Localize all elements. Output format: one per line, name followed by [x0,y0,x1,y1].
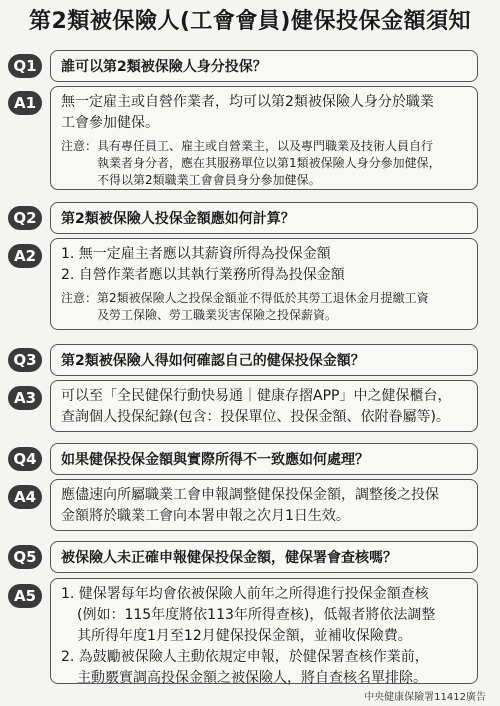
question-text: 如果健保投保金額與實際所得不一致應如何處理？ [61,452,369,468]
answer-line: 主動覈實調高投保金額之被保險人，將自查核名單排除。 [77,670,427,686]
question-badge-q2: Q2 [8,206,42,230]
note-line: 及勞工保險、勞工職業災害保險之投保薪資。 [97,308,338,322]
page-title: 第2類被保險人(工會會員)健保投保金額須知 [29,9,471,34]
answer-badge-a1: A1 [8,91,42,115]
question-badge-q1: Q1 [8,54,42,78]
answer-badge-a4: A4 [8,485,42,509]
answer-line: 1. 健保署每年均會依被保險人前年之所得進行投保金額查核 [61,586,429,602]
answer-text [61,92,467,134]
question-text: 第2類被保險人投保金額應如何計算？ [61,211,295,227]
answer-line: 金額將於職業工會向本署申報之次月1日生效。 [61,508,350,524]
question-box-q2 [50,202,478,234]
answer-line: 應儘速向所屬職業工會申報調整健保投保金額，調整後之投保 [61,487,439,503]
answer-badge-a2: A2 [8,244,42,268]
answer-line: 工會參加健保。 [61,115,159,131]
answer-text [61,386,467,428]
answer-badge-a3: A3 [8,386,42,410]
answer-badge-a5: A5 [8,584,42,608]
note-line: 第2類被保險人之投保金額並不得低於其勞工退休金月提繳工資 [97,291,429,305]
footer-credit: 中央健康保險署11412廣告 [364,692,486,703]
answer-line: 1. 無一定雇主者應以其薪資所得為投保金額 [61,246,331,262]
answer-line: (例如：115年度將依113年所得查核)，低報者將依法調整 [77,607,436,623]
answer-text [61,244,467,286]
note-line: 執業者身分者，應在其服務單位以第1類被保險人身分參加健保， [97,156,441,170]
answer-line: 2. 為鼓勵被保險人主動依規定申報，於健保署查核作業前， [61,649,429,665]
answer-box-a2 [50,238,478,330]
note-line: 不得以第2類職業工會會員身分參加健保。 [97,173,321,187]
answer-text [61,584,467,689]
answer-text [61,485,467,527]
answer-box-a1 [50,86,478,190]
note-label: 注意： [61,291,98,305]
note-line: 具有專任員工、雇主或自營業主，以及專門職業及技術人員自行 [97,139,434,153]
note [61,290,467,324]
question-box-q1 [50,50,478,82]
note [61,138,467,189]
question-text: 第2類被保險人得如何確認自己的健保投保金額？ [61,353,365,369]
question-badge-q5: Q5 [8,545,42,569]
answer-box-a3 [50,380,478,432]
note-label: 注意： [61,139,98,153]
answer-box-a5 [50,578,478,684]
question-box-q3 [50,344,478,376]
question-text: 被保險人未正確申報健保投保金額，健保署會查核嗎？ [61,550,397,566]
answer-box-a4 [50,479,478,531]
question-badge-q3: Q3 [8,348,42,372]
answer-line: 無一定雇主或自營作業者，均可以第2類被保險人身分於職業 [61,94,434,110]
answer-line: 2. 自營作業者應以其執行業務所得為投保金額 [61,267,345,283]
answer-line: 可以至「全民健保行動快易通｜健康存摺APP」中之健保櫃台， [61,388,452,404]
question-text: 誰可以第2類被保險人身分投保？ [61,59,267,75]
question-badge-q4: Q4 [8,447,42,471]
question-box-q4 [50,443,478,475]
answer-line: 其所得年度1月至12月健保投保金額，並補收保險費。 [77,628,412,644]
answer-line: 查詢個人投保紀錄(包含：投保單位、投保金額、依附眷屬等)。 [61,409,450,425]
question-box-q5 [50,541,478,573]
